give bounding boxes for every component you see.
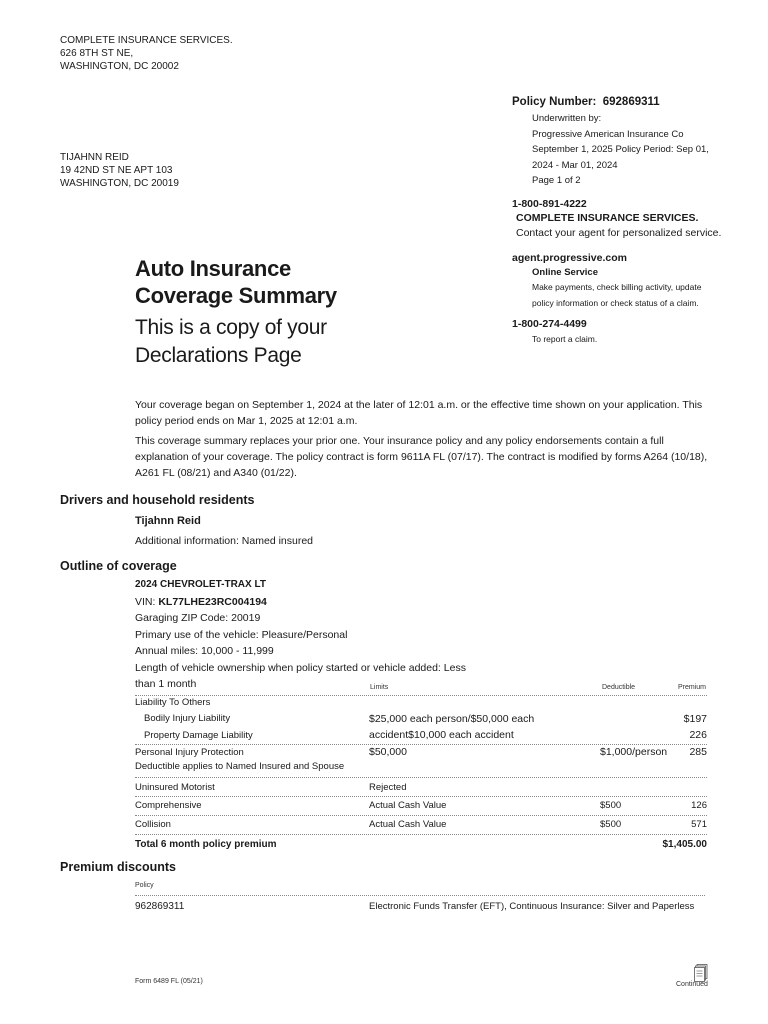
table-row: Uninsured Motorist Rejected	[135, 778, 707, 797]
ownership-length: Length of vehicle ownership when policy started or vehicle added: Less	[135, 661, 466, 674]
table-row: Property Damage Liability accident$10,000 each accident 226	[135, 727, 707, 745]
ownership-length-cont: than 1 month	[135, 678, 197, 690]
agency-address	[60, 34, 233, 73]
discounts-column-policy: Policy	[135, 882, 154, 889]
coverage-period-paragraph: Your coverage began on September 1, 2024 at the later of 12:01 a.m. or the effective time shown on your application. This policy period ends on Mar 1, 2025 at 12:01 a.m.	[135, 399, 703, 427]
underwriter-line: Progressive American Insurance Co	[532, 128, 684, 140]
table-row: Personal Injury Protection $50,000 $1,000/person 285	[135, 746, 707, 758]
total-premium-label: Total 6 month policy premium	[135, 839, 277, 850]
agency-name: COMPLETE INSURANCE SERVICES.	[60, 35, 233, 46]
policy-number-label: Policy Number:	[512, 96, 597, 108]
discount-description: Electronic Funds Transfer (EFT), Continuous Insurance: Silver and Paperless	[369, 901, 695, 912]
driver-info: Additional information: Named insured	[135, 535, 314, 547]
coverage-table	[135, 695, 707, 853]
contact-agency-name: COMPLETE INSURANCE SERVICES.	[516, 212, 699, 224]
document-title: Auto Insurance Coverage Summary	[135, 256, 337, 308]
primary-use: Primary use of the vehicle: Pleasure/Personal	[135, 628, 348, 641]
document-stack-icon	[694, 964, 708, 982]
underwriter-line: 2024 - Mar 01, 2024	[532, 159, 618, 171]
online-service-title: Online Service	[532, 267, 599, 278]
underwriter-block	[532, 111, 732, 189]
underwriter-line: Underwritten by:	[532, 113, 602, 124]
discounts-divider	[135, 895, 705, 896]
table-row: Deductible applies to Named Insured and Spouse	[135, 760, 707, 778]
table-row: Bodily Injury Liability $25,000 each person/$50,000 each $197	[144, 713, 707, 725]
table-row: Liability To Others	[135, 695, 707, 710]
column-header-deductible: Deductible	[602, 684, 636, 691]
column-header-limits: Limits	[370, 684, 389, 691]
online-service-text: Make payments, check billing activity, update policy information or check status of a claim.	[532, 282, 702, 308]
annual-miles: Annual miles: 10,000 - 11,999	[135, 645, 274, 657]
vehicle-details	[135, 577, 495, 693]
agent-phone[interactable]: 1-800-891-4222	[512, 198, 587, 210]
continued-label: Continued	[676, 981, 708, 988]
claims-text: To report a claim.	[532, 334, 598, 344]
vehicle-vin: VIN: KL77LHE23RC004194	[135, 595, 267, 608]
discount-policy-number: 962869311	[135, 901, 185, 912]
page-indicator: Page 1 of 2	[532, 175, 581, 186]
underwriter-line: September 1, 2025 Policy Period: Sep 01,	[532, 144, 709, 155]
policy-number	[512, 96, 660, 108]
insured-address	[60, 151, 179, 190]
insured-address-line1: 19 42ND ST NE APT 103	[60, 165, 173, 176]
drivers-heading: Drivers and household residents	[60, 493, 255, 507]
total-premium-row	[135, 835, 707, 853]
driver-name: Tijahnn Reid	[135, 515, 201, 527]
website-link[interactable]: agent.progressive.com	[512, 252, 627, 264]
agency-address-line1: 626 8TH ST NE,	[60, 48, 134, 59]
insured-address-line2: WASHINGTON, DC 20019	[60, 178, 179, 189]
document-subtitle: This is a copy of your Declarations Page	[135, 316, 327, 367]
garaging-zip: Garaging ZIP Code: 20019	[135, 612, 261, 624]
insured-name: TIJAHNN REID	[60, 152, 129, 163]
claims-phone[interactable]: 1-800-274-4499	[512, 318, 587, 330]
table-row: Comprehensive Actual Cash Value $500 126	[135, 797, 707, 816]
form-number: Form 6489 FL (05/21)	[135, 978, 203, 985]
vehicle-name: 2024 CHEVROLET-TRAX LT	[135, 579, 266, 590]
agency-address-line2: WASHINGTON, DC 20002	[60, 61, 179, 72]
agent-contact-text: Contact your agent for personalized service.	[516, 227, 722, 239]
outline-heading: Outline of coverage	[60, 559, 177, 573]
discounts-heading: Premium discounts	[60, 860, 176, 874]
table-row: Collision Actual Cash Value $500 571	[135, 816, 707, 835]
policy-number-value: 692869311	[602, 96, 660, 108]
column-header-premium: Premium	[678, 684, 707, 691]
policy-contract-paragraph: This coverage summary replaces your prior one. Your insurance policy and any policy endorsements contain a full explanation of your coverage. The policy contract is form 9611A FL (07/17). The contract is modified by forms A264 (10/18), A261 FL (08/21) and A340 (01/22).	[135, 435, 708, 479]
total-premium-value: $1,405.00	[662, 839, 707, 850]
